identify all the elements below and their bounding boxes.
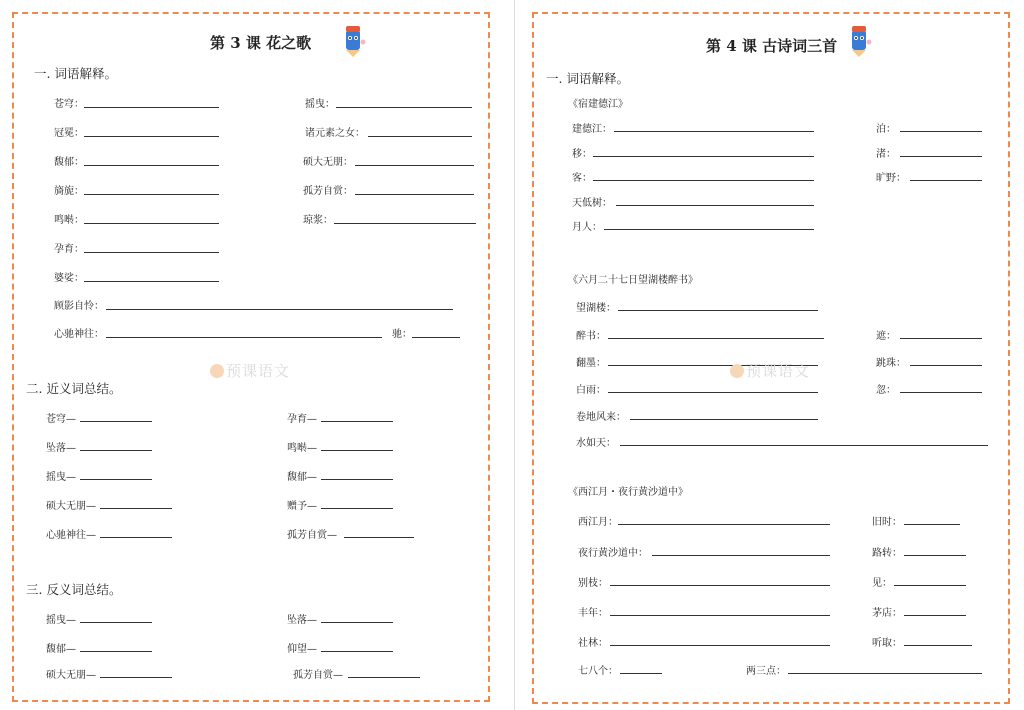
answer-line[interactable] (610, 645, 830, 646)
answer-line[interactable] (321, 622, 393, 623)
term-label: 路转： (872, 548, 902, 559)
synonym-label: 硕大无朋— (46, 501, 96, 512)
term-label: 见： (872, 578, 892, 589)
answer-line[interactable] (321, 479, 393, 480)
answer-line[interactable] (84, 136, 219, 137)
answer-line[interactable] (604, 229, 814, 230)
poem-title: 《六月二十七日望湖楼醉书》 (568, 275, 698, 286)
page-divider (514, 0, 515, 710)
answer-line[interactable] (904, 645, 972, 646)
term-label: 醉书： (576, 331, 606, 342)
answer-line[interactable] (904, 615, 966, 616)
section-heading: 一. 词语解释。 (546, 71, 629, 86)
term-label: 冠冕： (54, 128, 84, 139)
synonym-label: 鸣啭— (287, 443, 317, 454)
answer-line[interactable] (593, 156, 814, 157)
answer-line[interactable] (900, 392, 982, 393)
answer-line[interactable] (618, 524, 830, 525)
answer-line[interactable] (608, 392, 818, 393)
term-label: 茅店： (872, 608, 902, 619)
answer-line[interactable] (80, 421, 152, 422)
poem-title: 《宿建德江》 (568, 99, 628, 110)
answer-line[interactable] (614, 131, 814, 132)
term-label: 白雨： (576, 385, 606, 396)
left-worksheet-page (12, 12, 490, 702)
term-label: 婆娑： (54, 273, 84, 284)
answer-line[interactable] (904, 555, 966, 556)
watermark (730, 360, 810, 381)
synonym-label: 馥郁— (287, 472, 317, 483)
antonym-label: 摇曳— (46, 615, 76, 626)
term-label: 苍穹： (54, 99, 84, 110)
answer-line[interactable] (620, 673, 662, 674)
term-label: 泊： (876, 124, 896, 135)
term-label: 听取： (872, 638, 902, 649)
term-label: 夜行黄沙道中： (578, 548, 648, 559)
answer-line[interactable] (84, 194, 219, 195)
answer-line[interactable] (910, 180, 982, 181)
antonym-label: 馥郁— (46, 644, 76, 655)
answer-line[interactable] (900, 338, 982, 339)
answer-line[interactable] (894, 585, 966, 586)
answer-line[interactable] (80, 651, 152, 652)
answer-line[interactable] (321, 421, 393, 422)
term-label: 水如天： (576, 438, 616, 449)
answer-line[interactable] (100, 677, 172, 678)
answer-line[interactable] (616, 205, 814, 206)
term-label: 心驰神往： (54, 329, 104, 340)
synonym-label: 赠予— (287, 501, 317, 512)
term-label: 月人： (572, 222, 602, 233)
answer-line[interactable] (100, 537, 172, 538)
answer-line[interactable] (336, 107, 472, 108)
answer-line[interactable] (593, 180, 814, 181)
term-label: 忽： (876, 385, 896, 396)
term-label: 遮： (876, 331, 896, 342)
answer-line[interactable] (900, 156, 982, 157)
answer-line[interactable] (321, 450, 393, 451)
answer-line[interactable] (80, 450, 152, 451)
term-label: 孕育： (54, 244, 84, 255)
answer-line[interactable] (321, 508, 393, 509)
answer-line[interactable] (608, 338, 824, 339)
antonym-label: 孤芳自赏— (293, 670, 343, 681)
answer-line[interactable] (84, 252, 219, 253)
antonym-label: 坠落— (287, 615, 317, 626)
term-label: 摇曳： (305, 99, 335, 110)
answer-line[interactable] (904, 524, 960, 525)
answer-line[interactable] (788, 673, 982, 674)
answer-line[interactable] (321, 651, 393, 652)
term-label: 翻墨： (576, 358, 606, 369)
answer-line[interactable] (618, 310, 818, 311)
term-label: 客： (572, 173, 592, 184)
term-label: 别枝： (578, 578, 608, 589)
term-label: 旧时： (872, 517, 902, 528)
term-label: 驰： (392, 329, 412, 340)
term-label: 鸣啭： (54, 215, 84, 226)
answer-line[interactable] (100, 508, 172, 509)
answer-line[interactable] (610, 585, 830, 586)
watermark-logo-icon (730, 364, 744, 378)
term-label: 旖旎： (54, 186, 84, 197)
antonym-label: 仰望— (287, 644, 317, 655)
poem-title: 《西江月・夜行黄沙道中》 (568, 487, 688, 498)
answer-line[interactable] (652, 555, 830, 556)
answer-line[interactable] (412, 337, 460, 338)
answer-line[interactable] (84, 223, 219, 224)
answer-line[interactable] (348, 677, 420, 678)
answer-line[interactable] (334, 223, 476, 224)
term-label: 天低树： (572, 198, 612, 209)
term-label: 顾影自怜： (54, 301, 104, 312)
antonym-label: 硕大无朋— (46, 670, 96, 681)
answer-line[interactable] (80, 622, 152, 623)
watermark-logo-icon (210, 364, 224, 378)
synonym-label: 坠落— (46, 443, 76, 454)
term-label: 诸元素之女： (305, 128, 365, 139)
section-heading: 三. 反义词总结。 (26, 582, 122, 597)
term-label: 两三点： (746, 666, 786, 677)
right-worksheet-page (532, 12, 1010, 704)
answer-line[interactable] (910, 365, 982, 366)
answer-line[interactable] (900, 131, 982, 132)
watermark-text: 预课语文 (226, 362, 291, 380)
term-label: 七八个： (578, 666, 618, 677)
term-label: 硕大无朋： (303, 157, 353, 168)
term-label: 建德江： (572, 124, 612, 135)
answer-line[interactable] (80, 479, 152, 480)
synonym-label: 孕育— (287, 414, 317, 425)
answer-line[interactable] (610, 615, 830, 616)
answer-line[interactable] (620, 445, 988, 446)
answer-line[interactable] (106, 337, 382, 338)
term-label: 望湖楼： (576, 303, 616, 314)
term-label: 旷野： (876, 173, 906, 184)
right-page-title: 第 4 课 古诗词三首 (706, 37, 838, 55)
term-label: 渚： (876, 149, 896, 160)
term-label: 社林： (578, 638, 608, 649)
term-label: 孤芳自赏： (303, 186, 353, 197)
pencil-mascot-icon (340, 24, 366, 58)
answer-line[interactable] (368, 136, 472, 137)
term-label: 跳珠： (876, 358, 906, 369)
term-label: 卷地风来： (576, 412, 626, 423)
watermark (210, 360, 290, 381)
term-label: 丰年： (578, 608, 608, 619)
synonym-label: 摇曳— (46, 472, 76, 483)
answer-line[interactable] (84, 165, 219, 166)
answer-line[interactable] (355, 165, 474, 166)
term-label: 馥郁： (54, 157, 84, 168)
pencil-mascot-icon (846, 24, 872, 58)
term-label: 琼浆： (303, 215, 333, 226)
answer-line[interactable] (344, 537, 414, 538)
answer-line[interactable] (84, 281, 219, 282)
answer-line[interactable] (106, 309, 453, 310)
term-label: 西江月： (578, 517, 618, 528)
left-page-title: 第 3 课 花之歌 (210, 34, 312, 52)
section-heading: 二. 近义词总结。 (26, 381, 122, 396)
synonym-label: 心驰神往— (46, 530, 96, 541)
watermark-text: 预课语文 (746, 362, 811, 380)
term-label: 移： (572, 149, 592, 160)
answer-line[interactable] (84, 107, 219, 108)
synonym-label: 苍穹— (46, 414, 76, 425)
section-heading: 一. 词语解释。 (34, 66, 117, 81)
answer-line[interactable] (630, 419, 818, 420)
synonym-label: 孤芳自赏— (287, 530, 337, 541)
answer-line[interactable] (355, 194, 474, 195)
